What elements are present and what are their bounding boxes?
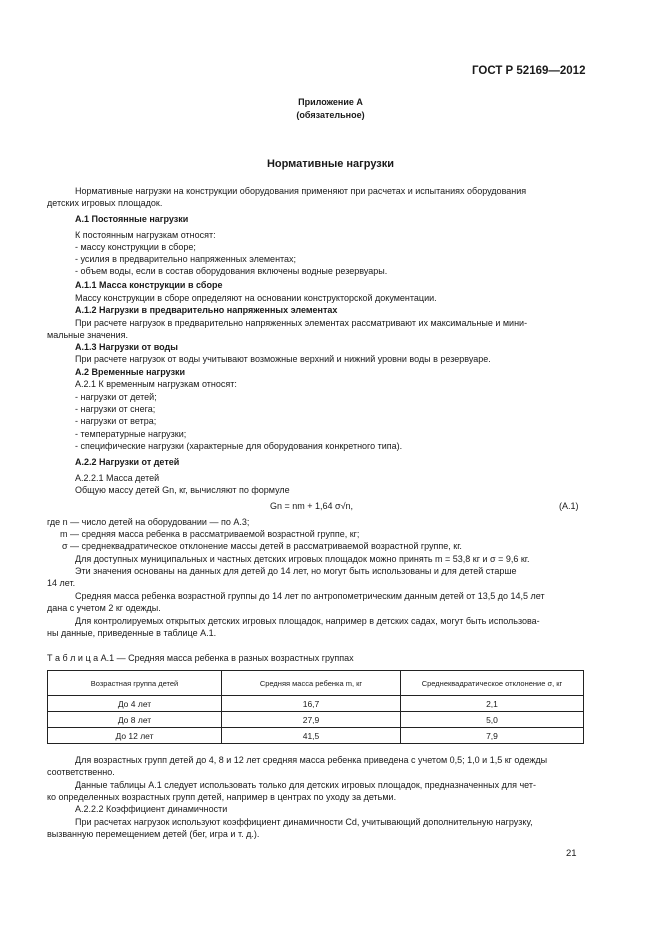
paragraph-line: К постоянным нагрузкам относят: <box>75 230 216 240</box>
paragraph-line: При расчете нагрузок от воды учитывают возможные верхний и нижний уровни воды в резервуаре. <box>75 354 491 364</box>
table-row <box>48 712 584 728</box>
section-title: Нормативные нагрузки <box>266 158 395 170</box>
table-cell: 5,0 <box>401 712 584 728</box>
heading-a11: А.1.1 Масса конструкции в сборе <box>75 280 223 290</box>
paragraph-line: При расчетах нагрузок используют коэффициент динамичности Cd, учитывающий дополнительную нагрузку, <box>75 817 533 827</box>
paragraph-line: ны данные, приведенные в таблице А.1. <box>47 628 217 638</box>
table-cell: 16,7 <box>222 696 401 712</box>
formula-number: (А.1) <box>559 501 579 511</box>
paragraph-line: Для возрастных групп детей до 4, 8 и 12 лет средняя масса ребенка приведена с учетом 0,5; 1,0 и 1,5 кг одежды <box>75 755 548 765</box>
heading-a22: А.2.2 Нагрузки от детей <box>75 457 180 467</box>
table-row <box>48 728 584 744</box>
table-cell: 2,1 <box>401 696 584 712</box>
paragraph-line: Эти значения основаны на данных для детей до 14 лет, но могут быть использованы и для детей старше <box>75 566 517 576</box>
mass-table <box>47 670 584 744</box>
table-header-cell: Возрастная группа детей <box>48 671 222 696</box>
legend-line: где n — число детей на оборудовании — по А.3; <box>47 517 250 527</box>
legend-line: σ — среднеквадратическое отклонение массы детей в рассматриваемой возрастной группе, кг. <box>62 541 462 551</box>
legend-line: m — средняя масса ребенка в рассматриваемой возрастной группе, кг; <box>60 529 360 539</box>
table-cell: До 8 лет <box>48 712 222 728</box>
heading-a13: А.1.3 Нагрузки от воды <box>75 342 178 352</box>
heading-a2: А.2 Временные нагрузки <box>75 367 186 377</box>
paragraph-line: Средняя масса ребенка возрастной группы до 14 лет по антропометрическим данным детей от 13,5 до 14,5 лет <box>75 591 545 601</box>
heading-a1: А.1 Постоянные нагрузки <box>75 214 189 224</box>
list-item: - нагрузки от ветра; <box>75 416 157 426</box>
heading-a12: А.1.2 Нагрузки в предварительно напряженных элементах <box>75 305 338 315</box>
paragraph-line: дана с учетом 2 кг одежды. <box>47 603 161 613</box>
standard-header: ГОСТ Р 52169—2012 <box>472 65 586 77</box>
table-cell: До 12 лет <box>48 728 222 744</box>
table-cell: До 4 лет <box>48 696 222 712</box>
list-item: - массу конструкции в сборе; <box>75 242 196 252</box>
paragraph-line: При расчете нагрузок в предварительно напряженных элементах рассматривают их максимальные и мини- <box>75 318 528 328</box>
paragraph-line: 14 лет. <box>47 578 76 588</box>
paragraph-line: мальные значения. <box>47 330 129 340</box>
table-row <box>48 696 584 712</box>
list-item: - специфические нагрузки (характерные для оборудования конкретного типа). <box>75 441 403 451</box>
table-cell: 41,5 <box>222 728 401 744</box>
paragraph-line: соответственно. <box>47 767 115 777</box>
paragraph-line: ко определенных возрастных групп детей, например в центрах по уходу за детьми. <box>47 792 397 802</box>
paragraph-line: А.2.1 К временным нагрузкам относят: <box>75 379 237 389</box>
formula: Gn = nm + 1,64 σ√n, <box>270 501 354 511</box>
paragraph-line: Для доступных муниципальных и частных детских игровых площадок можно принять m = 53,8 кг и σ = 9,6 кг. <box>75 554 530 564</box>
paragraph-line: Для контролируемых открытых детских игровых площадок, например в детских садах, могут быть использова- <box>75 616 540 626</box>
list-item: - нагрузки от детей; <box>75 392 157 402</box>
page-number: 21 <box>566 848 577 859</box>
appendix-subtitle: (обязательное) <box>296 110 365 120</box>
table-header-cell: Средняя масса ребенка m, кг <box>222 671 401 696</box>
table-cell: 27,9 <box>222 712 401 728</box>
paragraph-line: Нормативные нагрузки на конструкции оборудования применяют при расчетах и испытаниях оборудования <box>75 186 527 196</box>
paragraph-line: А.2.2.1 Масса детей <box>75 473 160 483</box>
table-header-row <box>48 671 584 696</box>
paragraph-line: Общую массу детей Gn, кг, вычисляют по формуле <box>75 485 290 495</box>
paragraph-line: вызванную перемещением детей (бег, игра и т. д.). <box>47 829 260 839</box>
paragraph-line: А.2.2.2 Коэффициент динамичности <box>75 804 228 814</box>
list-item: - усилия в предварительно напряженных элементах; <box>75 254 297 264</box>
list-item: - объем воды, если в состав оборудования включены водные резервуары. <box>75 266 388 276</box>
table-cell: 7,9 <box>401 728 584 744</box>
table-caption: Т а б л и ц а А.1 — Средняя масса ребенка в разных возрастных группах <box>47 653 354 663</box>
paragraph-line: детских игровых площадок. <box>47 198 163 208</box>
list-item: - температурные нагрузки; <box>75 429 187 439</box>
appendix-title: Приложение А <box>298 97 363 107</box>
paragraph-line: Массу конструкции в сборе определяют на основании конструкторской документации. <box>75 293 437 303</box>
table-header-cell: Среднеквадратическое отклонение σ, кг <box>401 671 584 696</box>
paragraph-line: Данные таблицы А.1 следует использовать только для детских игровых площадок, предназначенных для чет- <box>75 780 536 790</box>
list-item: - нагрузки от снега; <box>75 404 156 414</box>
